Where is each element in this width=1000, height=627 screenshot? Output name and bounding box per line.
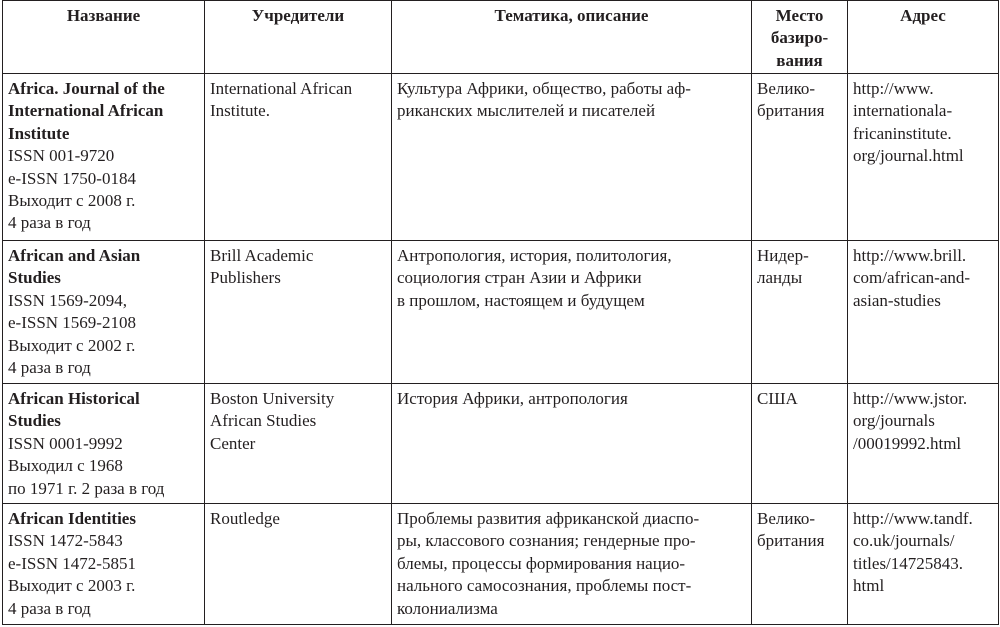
table-row xyxy=(3,384,999,504)
journal-detail: по 1971 г. 2 раза в год xyxy=(8,478,165,498)
cell-title xyxy=(3,504,205,625)
table-row xyxy=(3,504,999,625)
address-line: org/journals xyxy=(853,411,935,431)
journal-detail: ISSN 0001-9992 xyxy=(8,433,123,453)
journal-detail: 4 раза в год xyxy=(8,213,91,233)
address-line: http://www.brill. xyxy=(853,246,967,265)
topic-line: Проблемы развития африканской диаспо- xyxy=(397,509,700,528)
founder-line: Publishers xyxy=(210,268,281,288)
cell-title xyxy=(3,384,205,504)
cell-address xyxy=(848,504,999,625)
journal-detail: e-ISSN 1472-5851 xyxy=(8,553,136,573)
header-row xyxy=(3,1,999,74)
cell-founders xyxy=(205,241,392,384)
cell-address xyxy=(848,241,999,384)
address-line: http://www. xyxy=(853,79,934,98)
cell-title xyxy=(3,241,205,384)
location-line: ланды xyxy=(757,268,803,288)
address-line: titles/14725843. xyxy=(853,553,964,573)
cell-topic xyxy=(392,384,752,504)
cell-topic xyxy=(392,241,752,384)
journal-title: African and Asian xyxy=(8,246,141,265)
address-line: html xyxy=(853,576,885,596)
cell-location xyxy=(752,74,848,241)
founder-line: International African xyxy=(210,79,353,98)
topic-line: нального самосознания, проблемы пост- xyxy=(397,576,692,596)
location-line: Велико- xyxy=(757,79,816,98)
header-location-line: базиро- xyxy=(770,28,829,48)
topic-line: колониализма xyxy=(397,598,498,618)
journals-table xyxy=(2,0,999,625)
location-line: США xyxy=(757,389,798,408)
location-line: британия xyxy=(757,531,825,551)
address-line: co.uk/journals/ xyxy=(853,531,955,551)
header-location-line: вания xyxy=(776,50,823,70)
table-row xyxy=(3,74,999,241)
journal-detail: Выходит с 2002 г. xyxy=(8,335,136,355)
address-line: http://www.tandf. xyxy=(853,509,973,528)
topic-line: риканских мыслителей и писателей xyxy=(397,101,656,121)
journal-detail: ISSN 001-9720 xyxy=(8,146,115,166)
journal-detail: ISSN 1472-5843 xyxy=(8,531,123,551)
founder-line: African Studies xyxy=(210,411,317,431)
topic-line: социология стран Азии и Африки xyxy=(397,268,642,288)
location-line: Нидер- xyxy=(757,246,809,265)
journal-title: Studies xyxy=(8,268,61,288)
journal-detail: 4 раза в год xyxy=(8,358,91,378)
address-line: internationala- xyxy=(853,101,953,121)
journal-detail: Выходит с 2003 г. xyxy=(8,576,136,596)
topic-line: Культура Африки, общество, работы аф- xyxy=(397,79,691,98)
journal-detail: e-ISSN 1569-2108 xyxy=(8,313,136,333)
address-line: /00019992.html xyxy=(853,433,962,453)
address-line: org/journal.html xyxy=(853,146,964,166)
cell-location xyxy=(752,504,848,625)
topic-line: История Африки, антропология xyxy=(397,389,628,408)
topic-line: в прошлом, настоящем и будущем xyxy=(397,290,645,310)
cell-location xyxy=(752,384,848,504)
journal-title: International African xyxy=(8,101,164,121)
address-line: fricaninstitute. xyxy=(853,123,952,143)
founder-line: Center xyxy=(210,433,256,453)
address-line: asian-studies xyxy=(853,290,941,310)
cell-title xyxy=(3,74,205,241)
journal-detail: Выходит с 2008 г. xyxy=(8,191,136,211)
header-title: Название xyxy=(3,1,205,74)
topic-line: ры, классового сознания; гендерные про- xyxy=(397,531,696,551)
cell-location xyxy=(752,241,848,384)
topic-line: блемы, процессы формирования нацио- xyxy=(397,553,686,573)
location-line: Велико- xyxy=(757,509,816,528)
cell-founders xyxy=(205,504,392,625)
cell-address xyxy=(848,74,999,241)
journal-title: African Historical xyxy=(8,389,140,408)
journal-detail: 4 раза в год xyxy=(8,598,91,618)
journal-title: African Identities xyxy=(8,509,136,528)
journal-detail: Выходил с 1968 xyxy=(8,456,123,476)
cell-address xyxy=(848,384,999,504)
header-location-line: Место xyxy=(775,6,824,25)
address-line: com/african-and- xyxy=(853,268,971,288)
founder-line: Brill Academic xyxy=(210,246,314,265)
header-topic: Тематика, описание xyxy=(392,1,752,74)
cell-founders xyxy=(205,384,392,504)
header-location xyxy=(752,1,848,74)
table-row xyxy=(3,241,999,384)
cell-topic xyxy=(392,74,752,241)
header-founders: Учредители xyxy=(205,1,392,74)
address-line: http://www.jstor. xyxy=(853,389,968,408)
cell-founders xyxy=(205,74,392,241)
founder-line: Institute. xyxy=(210,101,270,121)
journal-title: Africa. Journal of the xyxy=(8,79,165,98)
founder-line: Routledge xyxy=(210,509,280,528)
journal-detail: e-ISSN 1750-0184 xyxy=(8,168,136,188)
location-line: британия xyxy=(757,101,825,121)
topic-line: Антропология, история, политология, xyxy=(397,246,672,265)
founder-line: Boston University xyxy=(210,389,335,408)
journal-title: Studies xyxy=(8,411,61,431)
journal-title: Institute xyxy=(8,123,70,143)
cell-topic xyxy=(392,504,752,625)
journal-detail: ISSN 1569-2094, xyxy=(8,290,128,310)
header-address: Адрес xyxy=(848,1,999,74)
